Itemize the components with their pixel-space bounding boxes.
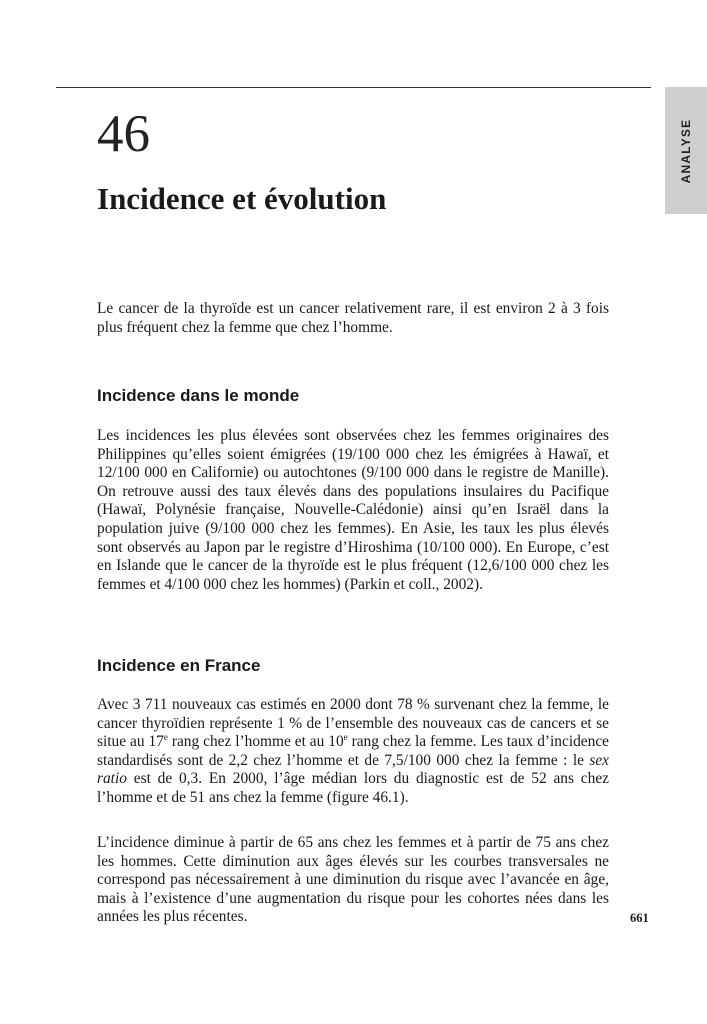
header-rule — [56, 87, 651, 88]
intro-paragraph: Le cancer de la thyroïde est un cancer relativement rare, il est environ 2 à 3 fois plus fréquent chez la femme que chez l’homme. — [97, 300, 609, 336]
france-paragraph-1 — [97, 696, 609, 808]
side-tab-label: ANALYSE — [679, 118, 693, 183]
superscript-e: e — [343, 732, 348, 743]
chapter-number: 46 — [97, 105, 150, 163]
section-title-world: Incidence dans le monde — [97, 386, 300, 405]
france-p1-text-c: rang chez la femme. Les taux d’incidence standardisés sont de 2,2 chez l’homme et de 7,5/100 000 chez la femme : le — [97, 733, 609, 769]
chapter-title: Incidence et évolution — [97, 181, 387, 216]
section-title-france: Incidence en France — [97, 656, 261, 675]
sex-ratio-term: sex ratio — [97, 751, 609, 788]
world-paragraph: Les incidences les plus élevées sont observées chez les femmes originaires des Philippines qu’elles soient émigrées (19/100 000 chez les émigrées à Hawaï, et 12/100 000 en Californie) ou autochtones (9/100 000 dans le registre de Manille). On retrouve aussi des taux élevés dans des populations insulaires du Pacifique (Hawaï, Polynésie française, Nouvelle-Calédonie) ainsi qu’en Israël dans la population juive (9/100 000 chez les femmes). En Asie, les taux les plus élevés sont observés au Japon par le registre d’Hiroshima (10/100 000). En Europe, c’est en Islande que le cancer de la thyroïde est le plus fréquent (12,6/100 000 chez les femmes et 4/100 000 chez les hommes) (Parkin et coll., 2002). — [97, 427, 609, 593]
france-p1-text-d: est de 0,3. En 2000, l’âge médian lors du diagnostic est de 52 ans chez l’homme et de 51 ans chez la femme (figure 46.1). — [97, 770, 609, 806]
france-p1-text-a: Avec 3 711 nouveaux cas estimés en 2000 dont 78 % survenant chez la femme, le cancer thyroïdien représente 1 % de l’ensemble des nouveaux cas de cancers et se situe au 17 — [97, 696, 609, 751]
section-side-tab — [665, 87, 707, 214]
page-number: 661 — [630, 911, 649, 925]
france-paragraph-2: L’incidence diminue à partir de 65 ans chez les femmes et à partir de 75 ans chez les hommes. Cette diminution aux âges élevés sur les courbes transversales ne correspond pas nécessairement à une diminution du risque avec l’avancée en âge, mais à l’existence d’une augmentation du risque pour les cohortes nées dans les années les plus récentes. — [97, 834, 609, 926]
france-p1-text-b: rang chez l’homme et au 10 — [167, 733, 344, 751]
superscript-e: e — [163, 732, 168, 743]
